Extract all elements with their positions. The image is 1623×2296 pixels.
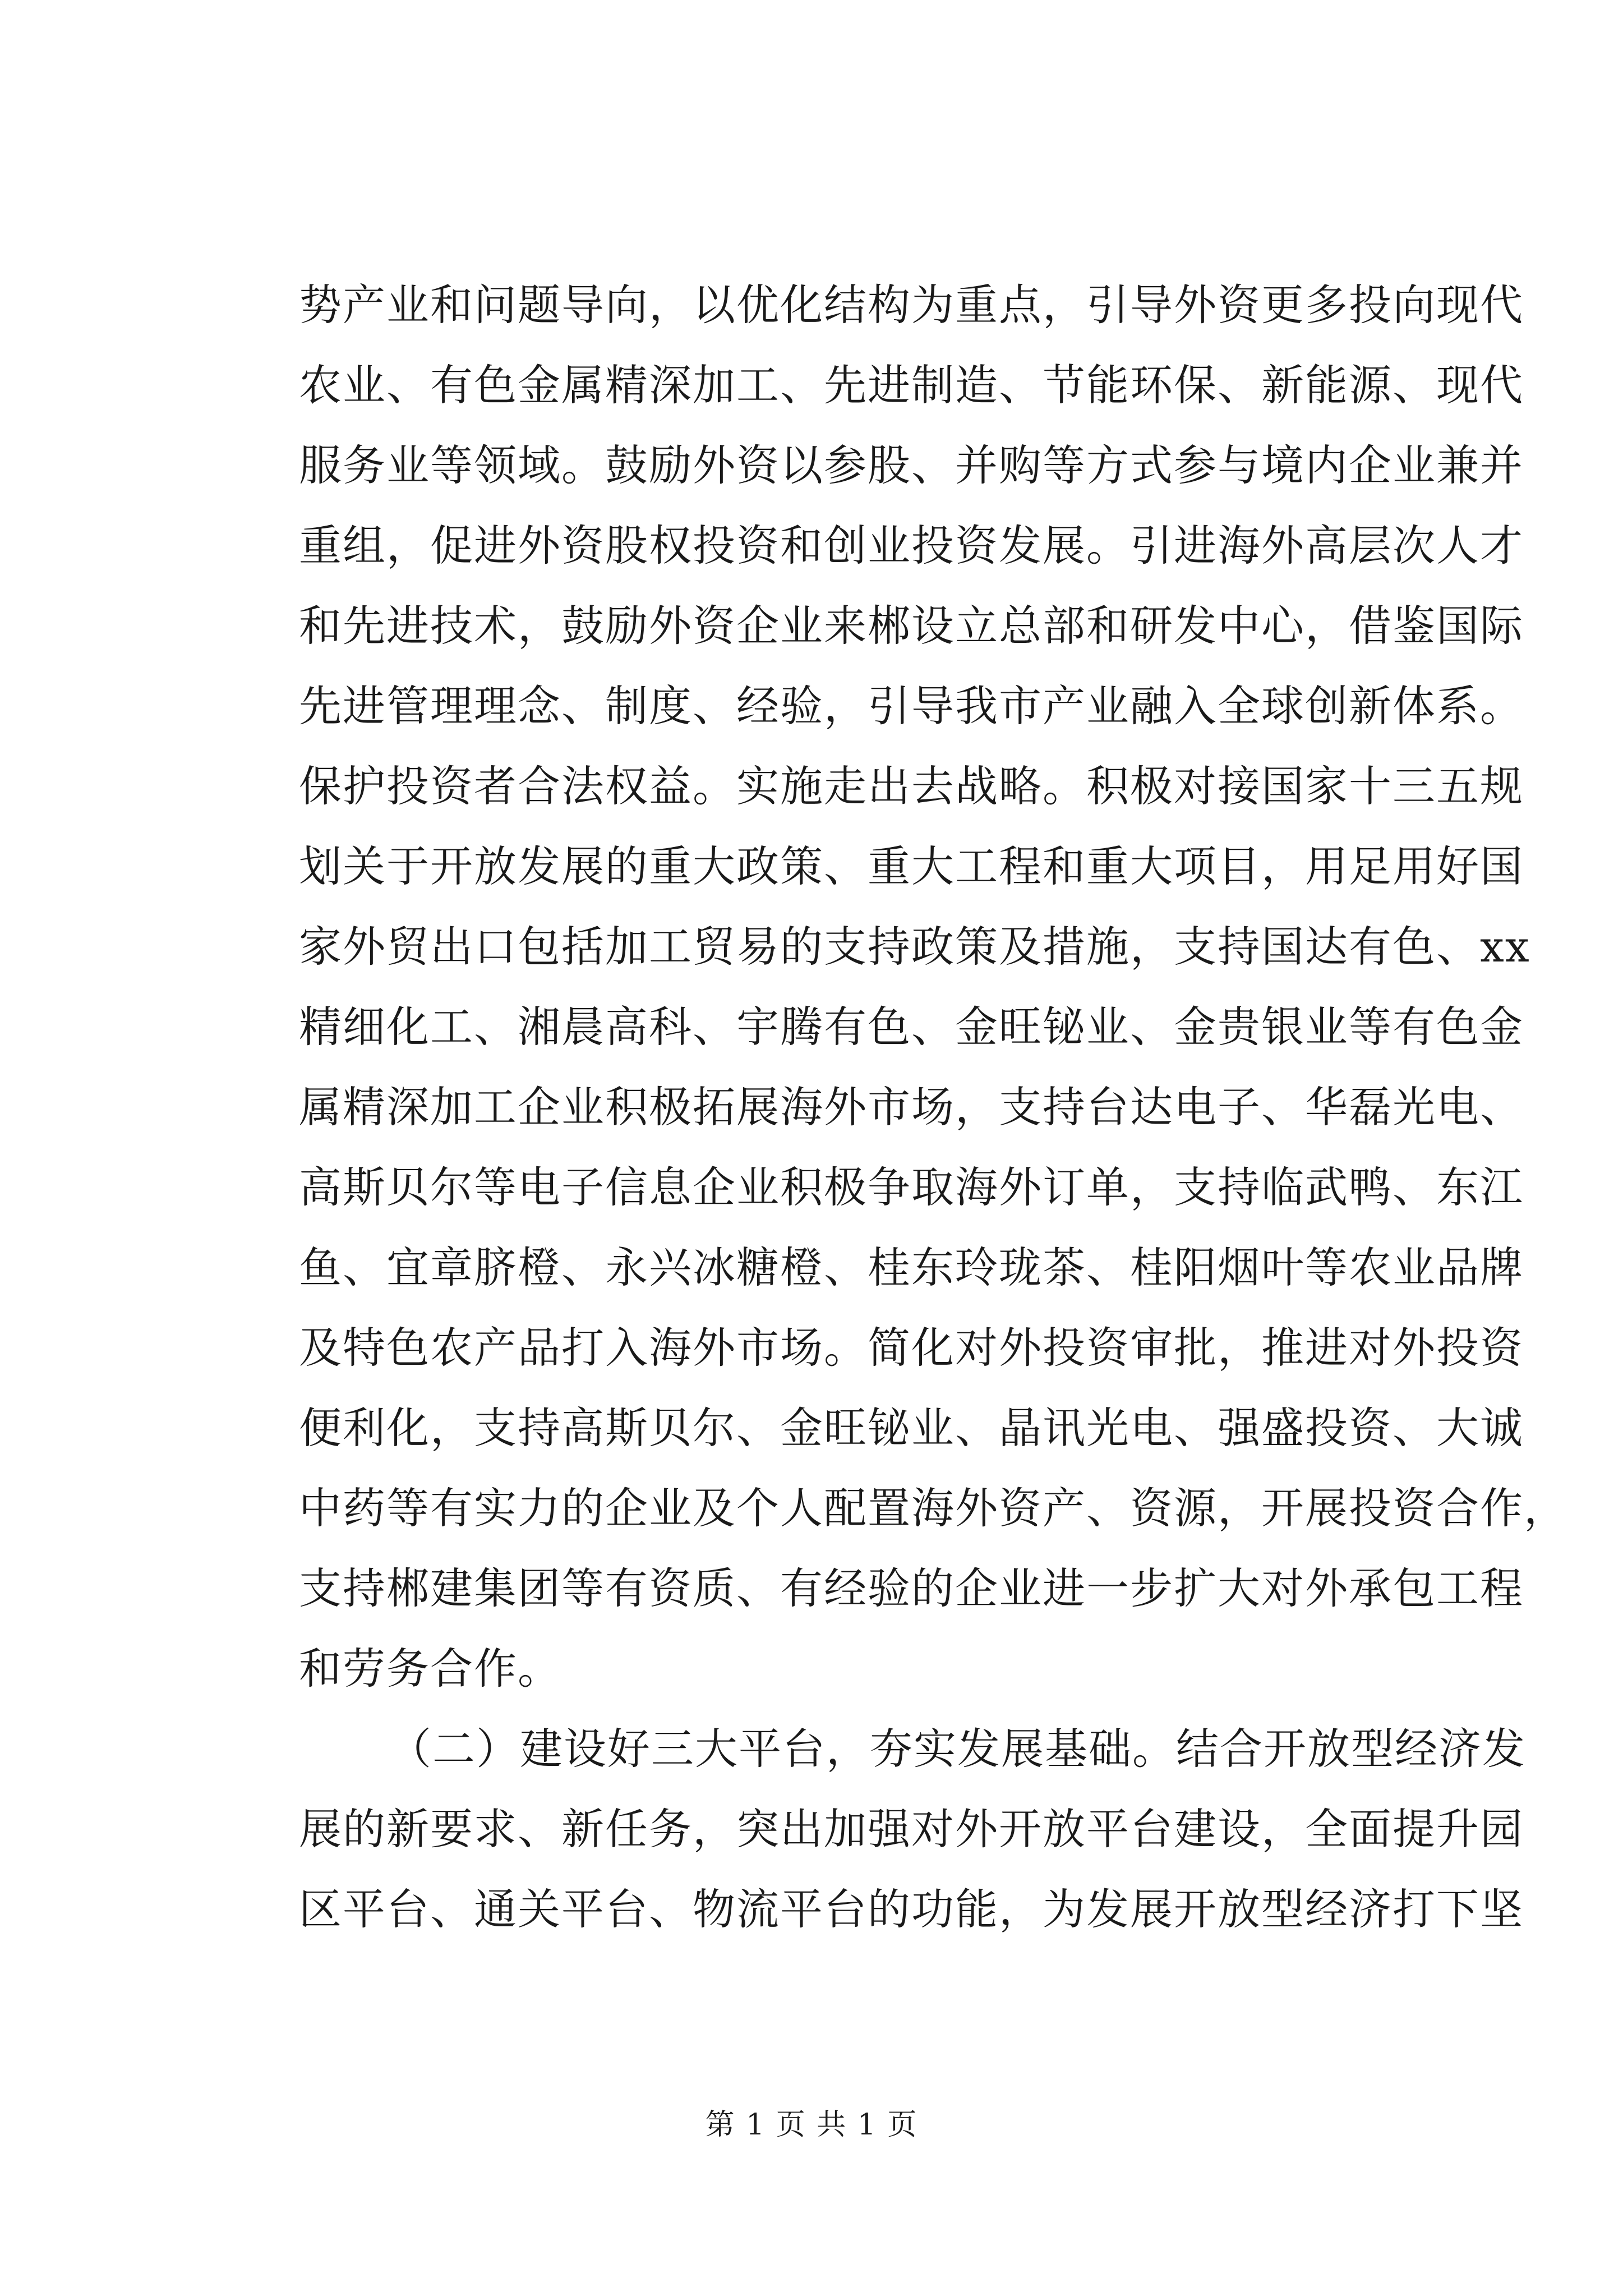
page-number-footer: 第 1 页 共 1 页 [705, 2108, 918, 2142]
body-text [299, 265, 1567, 1949]
text-line-13: 鱼、宜章脐橙、永兴冰糖橙、桂东玲珑茶、桂阳烟叶等农业品牌 [299, 1243, 1524, 1292]
text-line-5: 和先进技术，鼓励外资企业来郴设立总部和研发中心，借鉴国际 [299, 601, 1524, 651]
text-line-21: 区平台、通关平台、物流平台的功能，为发展开放型经济打下坚 [299, 1884, 1524, 1934]
text-line-20: 展的新要求、新任务，突出加强对外开放平台建设，全面提升园 [299, 1804, 1524, 1854]
text-line-4: 重组，促进外资股权投资和创业投资发展。引进海外高层次人才 [299, 521, 1524, 570]
text-line-1: 势产业和问题导向，以优化结构为重点，引导外资更多投向现代 [299, 280, 1524, 330]
text-line-8: 划关于开放发展的重大政策、重大工程和重大项目，用足用好国 [299, 841, 1524, 891]
text-line-11: 属精深加工企业积极拓展海外市场，支持台达电子、华磊光电、 [299, 1082, 1524, 1132]
text-line-16: 中药等有实力的企业及个人配置海外资产、资源，开展投资合作， [299, 1483, 1567, 1533]
text-line-17: 支持郴建集团等有资质、有经验的企业进一步扩大对外承包工程 [299, 1563, 1524, 1613]
text-line-12: 高斯贝尔等电子信息企业积极争取海外订单，支持临武鸭、东江 [299, 1162, 1524, 1212]
text-line-18: 和劳务合作。 [299, 1644, 561, 1694]
text-line-14: 及特色农产品打入海外市场。简化对外投资审批，推进对外投资 [299, 1323, 1524, 1373]
text-line-7: 保护投资者合法权益。实施走出去战略。积极对接国家十三五规 [299, 761, 1524, 811]
text-line-10: 精细化工、湘晨高科、宇腾有色、金旺铋业、金贵银业等有色金 [299, 1002, 1524, 1052]
text-line-3: 服务业等领域。鼓励外资以参股、并购等方式参与境内企业兼并 [299, 440, 1524, 490]
text-line-15: 便利化，支持高斯贝尔、金旺铋业、晶讯光电、强盛投资、大诚 [299, 1403, 1524, 1453]
text-line-9: 家外贸出口包括加工贸易的支持政策及措施，支持国达有色、xx [299, 922, 1530, 972]
text-line-2: 农业、有色金属精深加工、先进制造、节能环保、新能源、现代 [299, 360, 1524, 410]
text-line-6: 先进管理理念、制度、经验，引导我市产业融入全球创新体系。 [299, 681, 1524, 731]
section-heading-line: （二）建设好三大平台，夯实发展基础。结合开放型经济发 [389, 1724, 1526, 1774]
